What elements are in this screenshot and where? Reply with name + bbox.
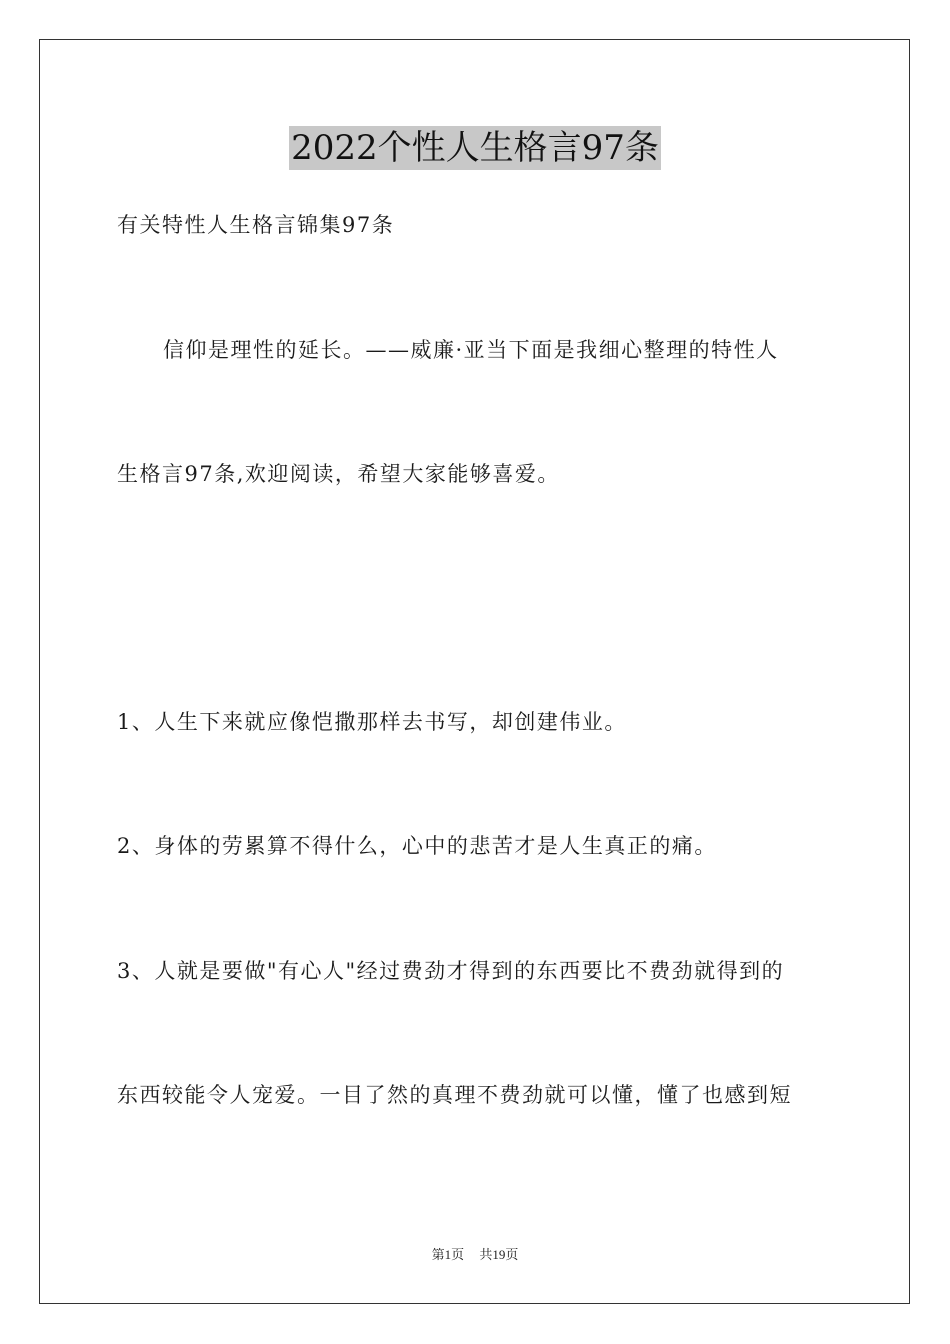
intro-line: 信仰是理性的延长。——威廉·亚当下面是我细心整理的特性人 [163, 338, 779, 362]
quote-item: 3、人就是要做"有心人"经过费劲才得到的东西要比不费劲就得到的 [117, 959, 785, 983]
quote-item: 1、人生下来就应像恺撒那样去书写，却创建伟业。 [117, 710, 627, 734]
page-footer [0, 1246, 950, 1264]
quote-item-continuation: 东西较能令人宠爱。一目了然的真理不费劲就可以懂，懂了也感到短 [117, 1083, 792, 1107]
page-total: 共19页 [479, 1247, 519, 1262]
title-container [0, 126, 950, 170]
document-title: 2022个性人生格言97条 [291, 128, 659, 168]
quote-item: 2、身体的劳累算不得什么，心中的悲苦才是人生真正的痛。 [117, 834, 717, 858]
page-number: 第1页 [431, 1247, 465, 1262]
document-subtitle: 有关特性人生格言锦集97条 [117, 213, 395, 237]
intro-line: 生格言97条,欢迎阅读，希望大家能够喜爱。 [117, 462, 560, 486]
